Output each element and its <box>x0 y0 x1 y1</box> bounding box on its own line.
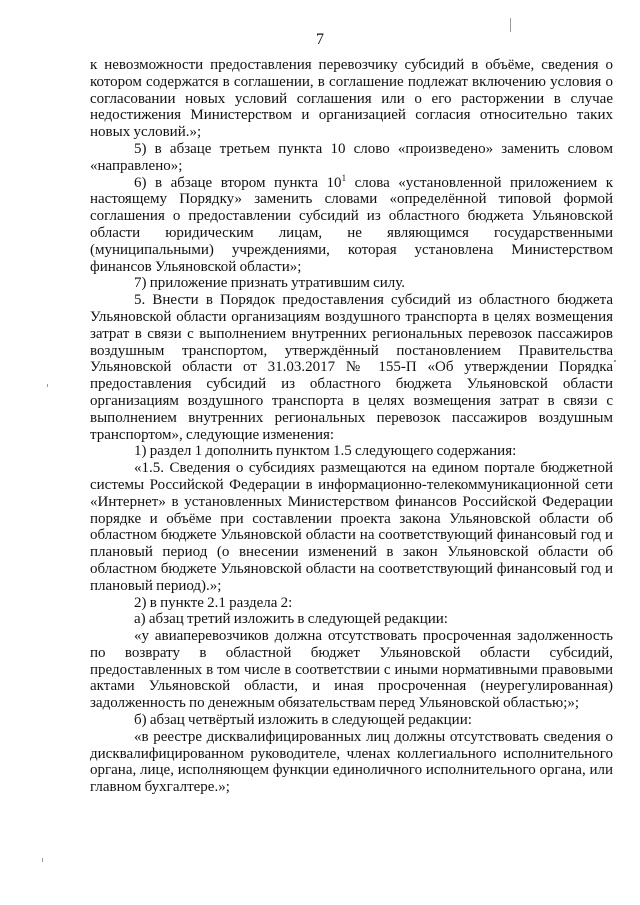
document-body <box>90 57 613 796</box>
paragraph-4: 7) приложение признать утратившим силу. <box>134 275 406 292</box>
paragraph-9: а) абзац третий изложить в следующей редакции: <box>134 611 448 628</box>
page-number: 7 <box>316 31 324 48</box>
paragraph-10: «у авиаперевозчиков должна отсутствовать просроченная задолженность по возврату в областной бюджет Ульяновской области субсидий, предоставленных в том числе в соответствии с иными нормативными правовыми актами Ульяновской области, и иная просроченная (неурегулированная) задолженность по денежным обязательствам перед Ульяновской областью;»; <box>90 628 613 712</box>
paragraph-3-after-superscript: слова «установленной приложением к настоящему Порядку» заменить словами «определённой типовой формой соглашения о предоставлении субсидий из областного бюджета Ульяновской области юридическим лицам, не являющимся государственными (муниципальными) учреждениями, которая установлена Министерством финансов Ульяновской области»; <box>90 174 614 275</box>
paragraph-7: «1.5. Сведения о субсидиях размещаются на едином портале бюджетной системы Российской Федерации в информационно-телекоммуникационной сети «Интернет» в установленных Министерством финансов Российской Федерации порядке и объёме при составлении проекта закона Ульяновской области об областном бюджете Ульяновской области на соответствующий финансовый год и плановый период (о внесении изменений в закон Ульяновской области об областном бюджете Ульяновской области на соответствующий финансовый год и плановый период).»; <box>90 460 613 594</box>
paragraph-12: «в реестре дисквалифицированных лиц должны отсутствовать сведения о дисквалифицированном руководителе, членах коллегиального исполнительного органа, лице, исполняющем функции единоличного исполнительного органа, или главном бухгалтере.»; <box>90 728 613 796</box>
paragraph-6: 1) раздел 1 дополнить пунктом 1.5 следующего содержания: <box>134 443 517 460</box>
paragraph-3-superscript: 1 <box>341 172 347 183</box>
scan-speck <box>614 360 616 362</box>
paragraph-8: 2) в пункте 2.1 раздела 2: <box>134 594 293 611</box>
paragraph-5: 5. Внести в Порядок предоставления субсидий из областного бюджета Ульяновской области организациям воздушного транспорта в целях возмещения затрат в связи с выполнением внутренних региональных перевозок пассажиров воздушным транспортом, утверждённый постановлением Правительства Ульяновской области от 31.03.2017 № 155-П «Об утверждении Порядка предоставления субсидий из областного бюджета Ульяновской области организациям воздушного транспорта в целях возмещения затрат в связи с выполнением внутренних региональных перевозок пассажиров воздушным транспортом», следующие изменения: <box>90 292 613 443</box>
paragraph-2: 5) в абзаце третьем пункта 10 слово «произведено» заменить словом «направлено»; <box>90 140 613 174</box>
paragraph-3 <box>90 172 614 276</box>
scan-speck <box>42 858 43 862</box>
scan-speck <box>510 18 511 32</box>
paragraph-1: к невозможности предоставления перевозчику субсидий в объёме, сведения о котором содержатся в соглашении, в соглашение подлежат включению условия о согласовании новых условий соглашения или о его расторжении в случае недостижения Министерством и организацией согласия относительно таких новых условий.»; <box>90 57 613 141</box>
paragraph-11: б) абзац четвёртый изложить в следующей редакции: <box>134 712 472 729</box>
scan-speck <box>47 384 48 387</box>
paragraph-3-before-superscript: 6) в абзаце втором пункта 10 <box>134 174 342 191</box>
